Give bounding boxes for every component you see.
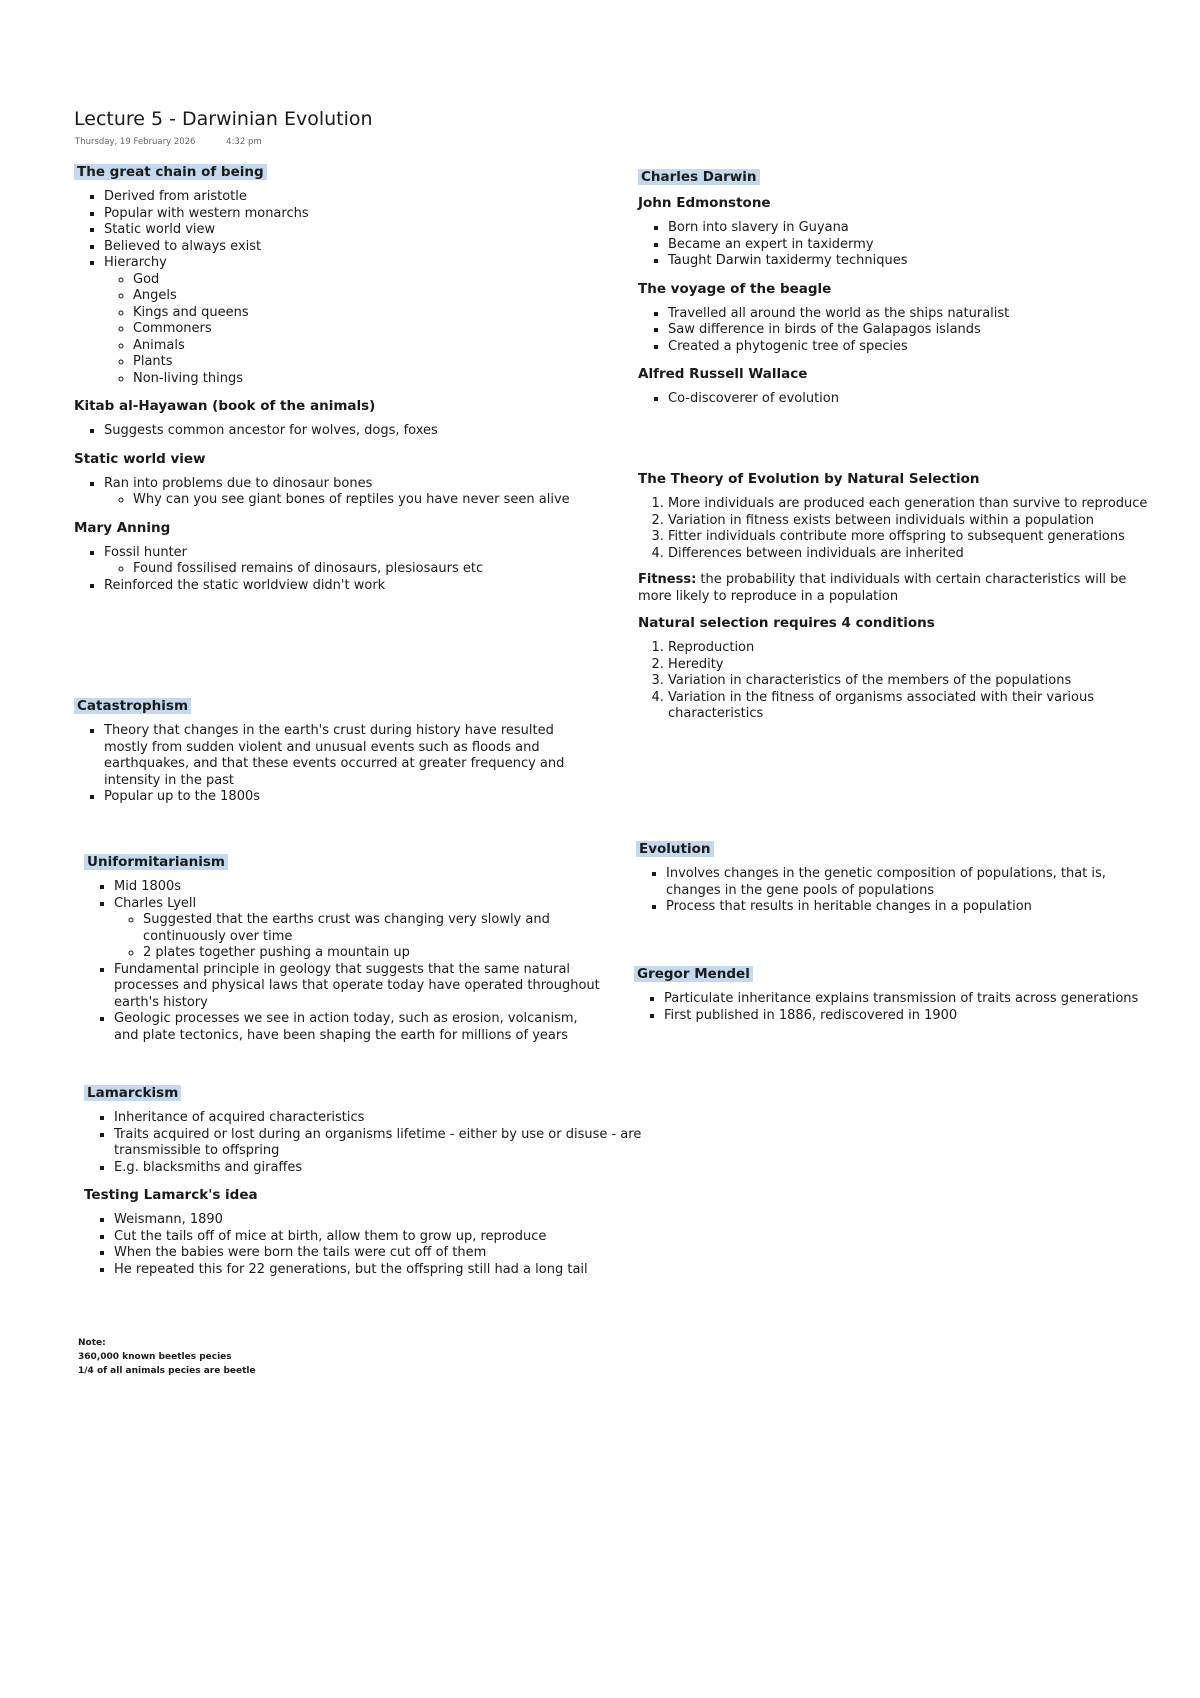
list-item: ◦ 2 plates together pushing a mountain up [143,945,604,962]
list-item: ◦ Kings and queens [133,305,614,322]
list-item: ▪ First published in 1886, rediscovered in 1900 [664,1008,1164,1025]
kitab-list [74,423,614,440]
beagle-list [638,306,1148,356]
list-item [104,476,614,509]
static-list [74,476,614,509]
theory-list [638,496,1148,562]
list-item: ▪ Geologic processes we see in action today, such as erosion, volcanism, and plate tectonics, have been shaping the earth for millions of years [114,1011,604,1044]
uniformitarianism-list [84,879,604,1044]
evolution-list [636,866,1161,916]
heading-evolution: Evolution [636,841,714,857]
section-darwin [638,168,1148,418]
list-item: ▪ Weismann, 1890 [114,1212,644,1229]
list-item-label: Hierarchy [104,255,167,270]
list-item: ◦ God [133,272,614,289]
list-item: ▪ Co-discoverer of evolution [668,391,1148,408]
heading-static-world-view: Static world view [74,450,206,467]
list-item: ◦ Plants [133,354,614,371]
note-line: 1/4 of all animals pecies are beetle [78,1366,256,1376]
page-time: 4:32 pm [226,137,262,147]
section-great-chain [74,163,614,604]
note-label: Note: [78,1338,106,1348]
hierarchy-list [104,272,614,388]
wallace-list [638,391,1148,408]
heading-charles-darwin: Charles Darwin [638,169,760,185]
list-item: 4. Differences between individuals are inherited [668,546,1148,563]
list-item: ▪ Static world view [104,222,614,239]
list-item: ▪ Involves changes in the genetic composition of populations, that is, changes in the gene pools of populations [666,866,1161,899]
fitness-label: Fitness: [638,572,697,587]
heading-great-chain: The great chain of being [74,164,267,180]
list-item: 4. Variation in the fitness of organisms associated with their various characteristics [668,690,1148,723]
list-item: ◦ Why can you see giant bones of reptiles you have never seen alive [133,492,614,509]
edmonstone-list [638,220,1148,270]
conditions-list [638,640,1148,723]
list-item: ▪ Fundamental principle in geology that suggests that the same natural processes and physical laws that operate today have operated throughout earth's history [114,962,604,1012]
list-item [104,545,614,578]
heading-theory-evolution: The Theory of Evolution by Natural Selection [638,471,980,487]
list-item-label: Ran into problems due to dinosaur bones [104,475,373,491]
list-item-label: Fossil hunter [104,544,188,560]
lamarckism-list [84,1110,644,1176]
section-theory [638,470,1148,733]
section-mendel [634,965,1164,1034]
list-item: ▪ Travelled all around the world as the ships naturalist [668,306,1148,323]
heading-john-edmonstone: John Edmonstone [638,195,771,211]
list-item: ▪ Process that results in heritable changes in a population [666,899,1161,916]
list-item: 3. Variation in characteristics of the members of the populations [668,673,1148,690]
list-item: 1. More individuals are produced each generation than survive to reproduce [668,496,1148,513]
catastrophism-list [74,723,594,806]
page-title: Lecture 5 - Darwinian Evolution [74,108,373,130]
fitness-text: the probability that individuals with certain characteristics will be more likely to reproduce in a population [638,572,1127,604]
list-item: ▪ Mid 1800s [114,879,604,896]
heading-catastrophism: Catastrophism [74,698,191,714]
list-item: ▪ Became an expert in taxidermy [668,237,1148,254]
list-item: ▪ Particulate inheritance explains transmission of traits across generations [664,991,1164,1008]
heading-gregor-mendel: Gregor Mendel [634,966,753,982]
section-lamarckism [84,1084,644,1288]
page-meta [75,137,262,147]
list-item: 2. Variation in fitness exists between individuals within a population [668,513,1148,530]
list-item: ▪ Cut the tails off of mice at birth, allow them to grow up, reproduce [114,1229,644,1246]
heading-lamarckism: Lamarckism [84,1085,181,1101]
mendel-list [634,991,1164,1024]
list-item: ▪ Theory that changes in the earth's crust during history have resulted mostly from sudden violent and unusual events such as floods and earthquakes, and that these events occurred at greater frequency and intensity in the past [104,723,594,789]
list-item: ▪ Created a phytogenic tree of species [668,339,1148,356]
heading-voyage-beagle: The voyage of the beagle [638,280,832,297]
section-evolution [636,840,1161,926]
note-block [78,1336,256,1378]
list-item: ▪ Suggests common ancestor for wolves, dogs, foxes [104,423,614,440]
list-item-label: Charles Lyell [114,895,197,911]
list-item: ◦ Animals [133,338,614,355]
mary-list [74,545,614,595]
heading-alfred-wallace: Alfred Russell Wallace [638,366,808,382]
list-item: 3. Fitter individuals contribute more offspring to subsequent generations [668,529,1148,546]
list-item: ◦ Commoners [133,321,614,338]
list-item: ▪ Born into slavery in Guyana [668,220,1148,237]
list-item [114,896,604,962]
list-item: ▪ Popular with western monarchs [104,206,614,223]
note-line: 360,000 known beetles pecies [78,1352,232,1362]
list-item: 1. Reproduction [668,640,1148,657]
testing-list [84,1212,644,1278]
list-item: ▪ Traits acquired or lost during an organisms lifetime - either by use or disuse - are transmissible to offspring [114,1127,644,1160]
list-item: ◦ Found fossilised remains of dinosaurs, plesiosaurs etc [133,561,614,578]
heading-natural-selection-conditions: Natural selection requires 4 conditions [638,615,935,631]
list-item: ▪ Derived from aristotle [104,189,614,206]
heading-testing-lamarck: Testing Lamarck's idea [84,1187,258,1203]
list-item: ▪ When the babies were born the tails were cut off of them [114,1245,644,1262]
list-item: ▪ Believed to always exist [104,239,614,256]
list-item [104,255,614,387]
heading-mary-anning: Mary Anning [74,519,171,536]
heading-uniformitarianism: Uniformitarianism [84,854,228,870]
list-item: ◦ Non-living things [133,371,614,388]
list-item: ▪ E.g. blacksmiths and giraffes [114,1160,644,1177]
list-item: ▪ Taught Darwin taxidermy techniques [668,253,1148,270]
list-item: 2. Heredity [668,657,1148,674]
section-uniformitarianism [84,853,604,1054]
list-item: ▪ Saw difference in birds of the Galapagos islands [668,322,1148,339]
fitness-definition [638,572,1148,605]
section-catastrophism [74,697,594,816]
list-item: ◦ Suggested that the earths crust was changing very slowly and continuously over time [143,912,604,945]
list-item: ◦ Angels [133,288,614,305]
list-item: ▪ Reinforced the static worldview didn't work [104,578,614,595]
page-date: Thursday, 19 February 2026 [75,137,196,147]
list-item: ▪ He repeated this for 22 generations, but the offspring still had a long tail [114,1262,644,1279]
list-item: ▪ Popular up to the 1800s [104,789,594,806]
great-chain-list [74,189,614,387]
list-item: ▪ Inheritance of acquired characteristics [114,1110,644,1127]
heading-kitab: Kitab al-Hayawan (book of the animals) [74,398,376,414]
